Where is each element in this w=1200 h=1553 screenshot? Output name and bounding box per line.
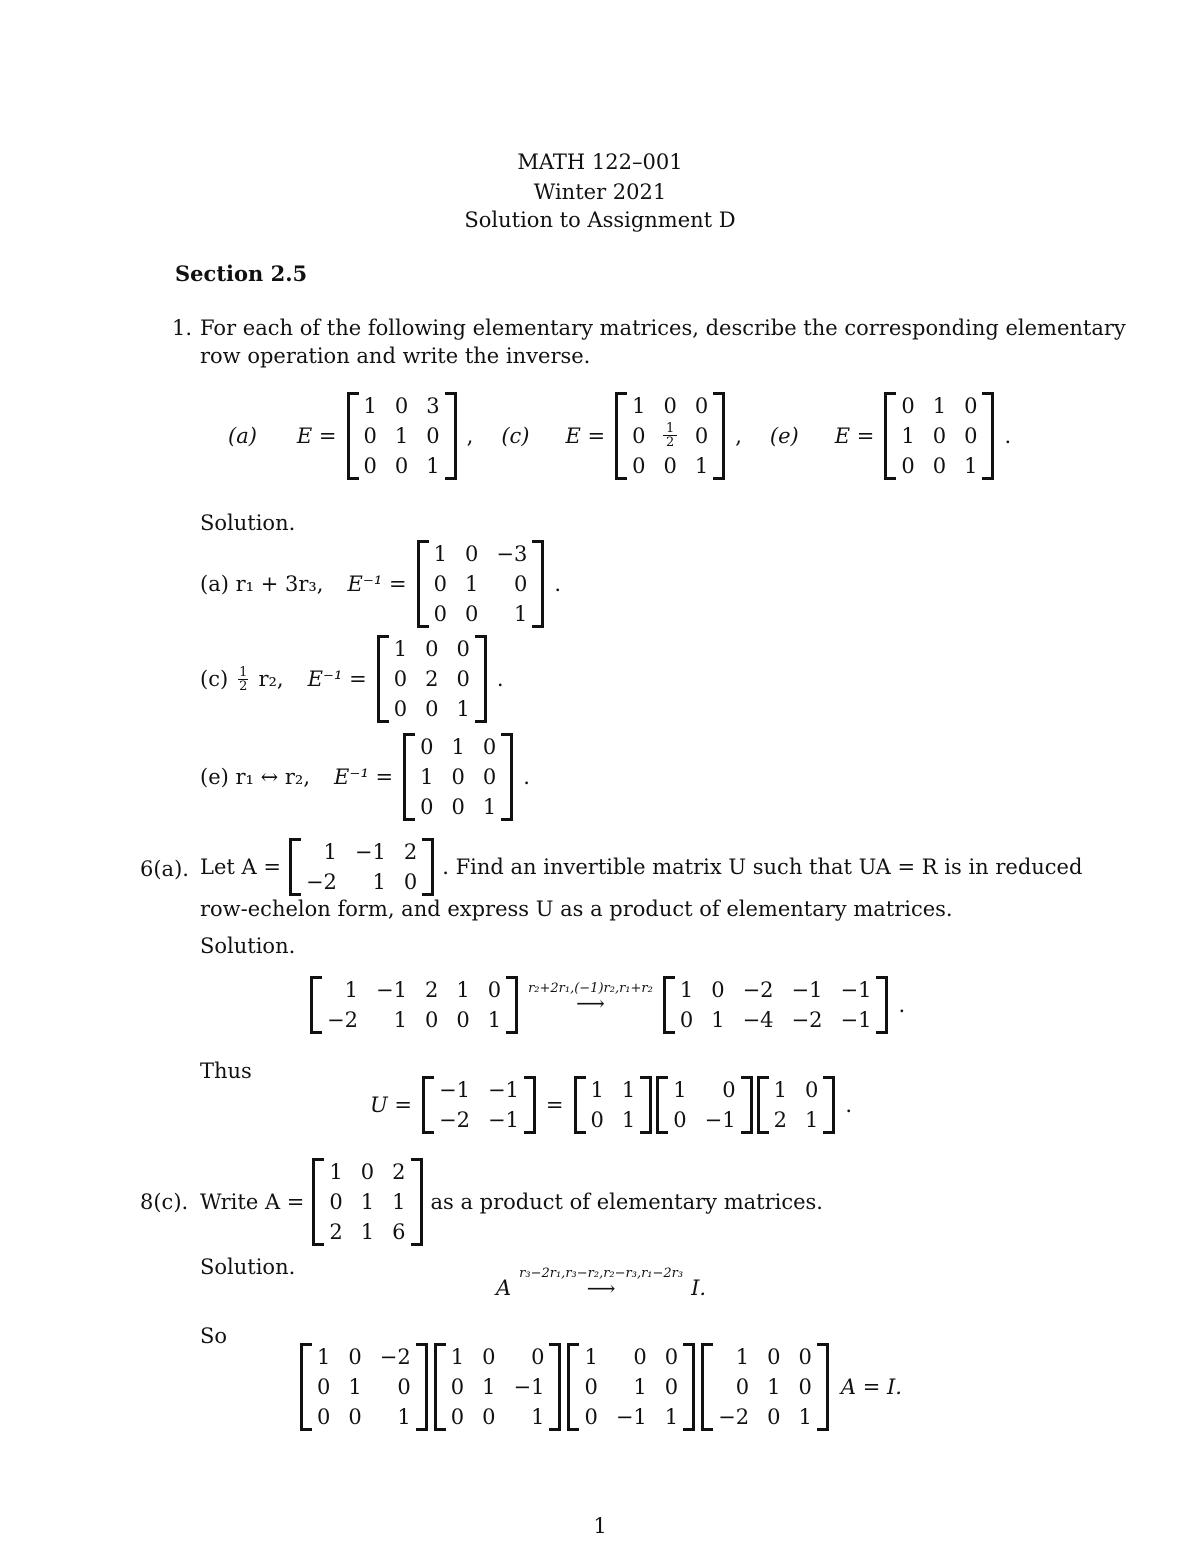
inverse-a: 1 0 −3 0 1 0 0 0 1 <box>417 540 545 628</box>
sol-a-op: (a) r₁ + 3r₃, <box>200 572 324 596</box>
q1-text-line1: For each of the following elementary matrices, describe the corresponding elementary <box>200 316 1126 340</box>
U-product-row: U = −1 −1 −2 −1 = 1 1 0 1 1 0 0 −1 1 0 2 1 . <box>370 1078 853 1132</box>
q1-text-line2: row operation and write the inverse. <box>200 344 591 368</box>
matrix-e: 0 1 0 1 0 0 0 0 1 <box>884 392 994 480</box>
q8-A: A <box>496 1276 512 1300</box>
sol-c-row: (c) $\frac{1}{2}$ r₂, E⁻¹ = 1 0 0 0 2 0 0 0 1 . <box>200 637 504 721</box>
q6-matrix-A: 1 −1 2 −2 1 0 <box>289 838 434 896</box>
sol-a-row: (a) r₁ + 3r₃, E⁻¹ = 1 0 −3 0 1 0 0 0 1 . <box>200 542 561 626</box>
sol-e-op: (e) r₁ ↔ r₂, <box>200 765 311 789</box>
q8-matrix-3: 1 0 0 0 1 0 0 −1 1 <box>567 1343 695 1431</box>
thus-label: Thus <box>200 1059 252 1083</box>
q8-arrow-ops: r₃−2r₁,r₃−r₂,r₂−r₃,r₁−2r₃ ⟶ <box>519 1266 684 1300</box>
label-c: (c) <box>501 424 530 448</box>
sol-c-Einv: E⁻¹ = <box>307 667 367 691</box>
matrix-a: 1 0 3 0 1 0 0 0 1 <box>347 392 457 480</box>
augmented-right: 1 0 −2 −1 −1 0 1 −4 −2 −1 <box>663 976 889 1034</box>
course-title: MATH 122–001 <box>517 150 683 174</box>
q8-matrix-2: 1 0 0 0 1 −1 0 0 1 <box>434 1343 562 1431</box>
q6-row-reduction: 1 −1 2 1 0 −2 1 0 0 1 r₂+2r₁,(−1)r₂,r₁+r₂ ⟶ 1 0 −2 −1 −1 0 1 −4 −2 −1 . <box>310 976 905 1034</box>
matrix-U: −1 −1 −2 −1 <box>422 1076 536 1134</box>
E-eq-c: E = <box>565 424 606 448</box>
E-eq-e: E = <box>834 424 875 448</box>
q1-number: 1. <box>172 316 193 340</box>
sol-e-row: (e) r₁ ↔ r₂, E⁻¹ = 0 1 0 1 0 0 0 0 1 . <box>200 735 530 819</box>
matrix-c: 1 0 0 0 1 2 0 0 0 1 <box>615 392 725 480</box>
q8-I: I. <box>691 1276 707 1300</box>
sol-c-op-prefix: (c) <box>200 667 229 691</box>
elementary-3: 1 0 2 1 <box>757 1076 836 1134</box>
q8-matrix-A: 1 0 2 0 1 1 2 1 6 <box>312 1158 422 1246</box>
U-eq: U = <box>370 1093 412 1117</box>
q6-text-after: . Find an invertible matrix U such that UA = R is in reduced <box>442 855 1083 879</box>
section-heading: Section 2.5 <box>175 261 308 286</box>
q1-matrices-row: (a) E = 1 0 3 0 1 0 0 0 1 , (c) E = 1 0 0 0 1 2 0 0 0 1 , (e) E = 0 1 0 1 0 0 0 0 1 . <box>228 394 1012 478</box>
elementary-2: 1 0 0 −1 <box>656 1076 752 1134</box>
fraction-half: 1 2 <box>663 422 676 449</box>
q1-solution-label: Solution. <box>200 511 296 535</box>
q6-statement <box>200 838 1082 896</box>
label-a: (a) <box>228 424 257 448</box>
q8-statement <box>200 1158 823 1246</box>
q6-text-line2: row-echelon form, and express U as a product of elementary matrices. <box>200 897 953 921</box>
q8-product-row <box>300 1343 902 1431</box>
q6-solution-label: Solution. <box>200 934 296 958</box>
q6-number: 6(a). <box>140 857 189 881</box>
q8-solution-label: Solution. <box>200 1255 296 1279</box>
q8-result: A = I. <box>840 1375 902 1399</box>
E-eq-a: E = <box>296 424 337 448</box>
q8-matrix-4: 1 0 0 0 1 0 −2 0 1 <box>701 1343 829 1431</box>
sol-c-fraction: $\frac{1}{2}$ <box>239 664 248 694</box>
q6-arrow-ops: r₂+2r₁,(−1)r₂,r₁+r₂ ⟶ <box>528 981 653 1015</box>
sol-e-Einv: E⁻¹ = <box>334 765 394 789</box>
label-e: (e) <box>769 424 799 448</box>
sol-c-op-suffix: r₂, <box>258 667 284 691</box>
augmented-left: 1 −1 2 1 0 −2 1 0 0 1 <box>310 976 518 1034</box>
q8-write: Write A = <box>200 1190 305 1214</box>
q8-number: 8(c). <box>140 1190 189 1214</box>
inverse-c: 1 0 0 0 2 0 0 0 1 <box>377 635 487 723</box>
elementary-1: 1 1 0 1 <box>574 1076 653 1134</box>
q8-matrix-1: 1 0 −2 0 1 0 0 0 1 <box>300 1343 428 1431</box>
term: Winter 2021 <box>533 180 667 204</box>
sol-a-Einv: E⁻¹ = <box>347 572 407 596</box>
inverse-e: 0 1 0 1 0 0 0 0 1 <box>403 733 513 821</box>
so-label: So <box>200 1324 228 1348</box>
q8-reduction <box>496 1266 707 1300</box>
page-number: 1 <box>593 1514 607 1538</box>
document-title: Solution to Assignment D <box>464 208 736 232</box>
q8-text-after: as a product of elementary matrices. <box>430 1190 823 1214</box>
q6-let: Let A = <box>200 855 281 879</box>
